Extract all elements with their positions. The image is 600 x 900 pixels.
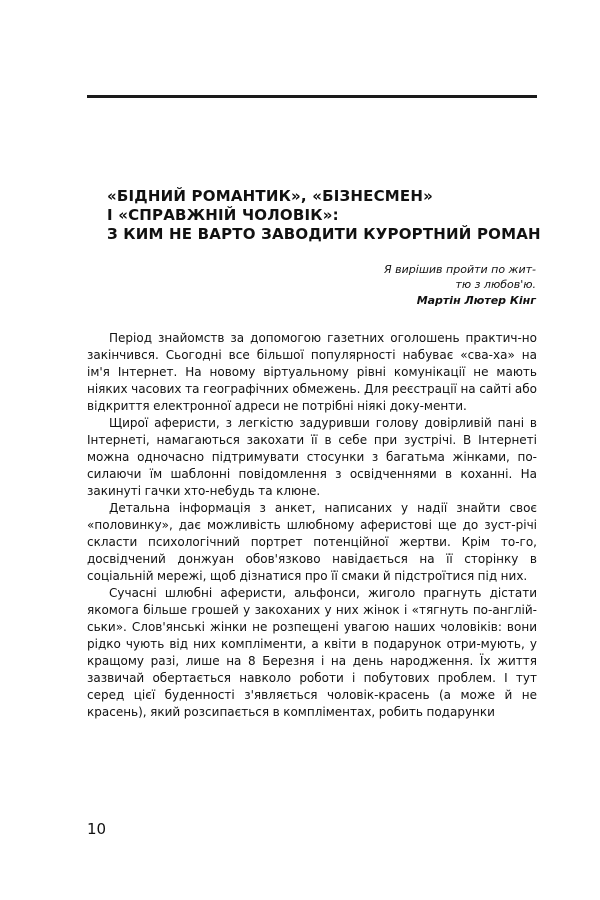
epigraph <box>366 262 536 308</box>
epigraph-line-1: Я вирішив пройти по жит- <box>384 263 536 276</box>
paragraph-2: Щирої аферисти, з легкістю задуривши голову довірливій пані в Інтернеті, намагаються закохати її в себе при зустрічі. В Інтернеті можна одночасно підтримувати стосунки з багатьма жінками, по-силаючи їм шаблонні повідомлення з освідченнями в коханні. На закинуті гачки хто-небудь та клюне. <box>87 416 537 498</box>
top-rule <box>87 95 537 98</box>
body-text <box>87 330 537 721</box>
chapter-heading-line-3: З КИМ НЕ ВАРТО ЗАВОДИТИ КУРОРТНИЙ РОМАН <box>107 225 541 243</box>
paragraph-1: Період знайомств за допомогою газетних оголошень практич-но закінчився. Сьогодні все більшої популярності набуває «сва-ха» на ім'я Інтернет. На новому віртуальному рівні комунікації не мають ніяких часових та географічних обмежень. Для реєстрації на сайті або відкриття електронної адреси не потрібні ніякі доку-менти. <box>87 331 537 413</box>
chapter-heading-line-1: «БІДНИЙ РОМАНТИК», «БІЗНЕСМЕН» <box>107 187 434 205</box>
paragraph-4: Сучасні шлюбні аферисти, альфонси, жиголо прагнуть дістати якомога більше грошей у закоханих у них жінок і «тягнуть по-англій-ськи». Слов'янські жінки не розпещені увагою наших чоловіків: вони рідко чують від них компліменти, а квіти в подарунок отри-мують, у кращому разі, лише на 8 Березня і на день народження. Їх життя зазвичай обертається навколо роботи і побутових проблем. І тут серед цієї буденності з'являється чоловік-красень (а може й не красень), який розсипається в компліментах, робить подарунки <box>87 586 537 719</box>
chapter-heading-line-2: І «СПРАВЖНІЙ ЧОЛОВІК»: <box>107 206 339 224</box>
page-number: 10 <box>87 820 107 838</box>
epigraph-line-2: тю з любов'ю. <box>455 278 536 291</box>
paragraph-3: Детальна інформація з анкет, написаних у надії знайти своє «половинку», дає можливість шлюбному аферистові ще до зуст-річі скласти психологічний портрет потенційної жертви. Крім то-го, досвідчений донжуан обов'язково навідається на її сторінку в соціальній мережі, щоб дізнатися про її смаки й підстроїтися під них. <box>87 501 537 583</box>
epigraph-author: Мартін Лютер Кінг <box>416 294 536 307</box>
chapter-heading <box>107 187 541 244</box>
